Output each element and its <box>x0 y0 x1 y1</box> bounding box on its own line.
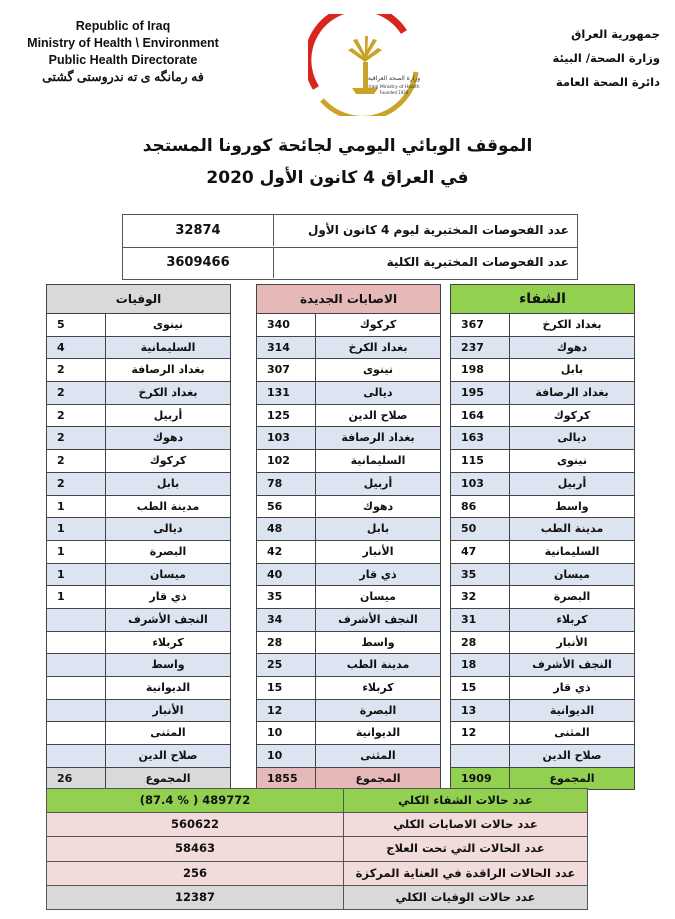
count-value: 2 <box>57 408 65 422</box>
province-name: ميسان <box>315 586 440 608</box>
table-row <box>451 450 634 473</box>
province-name: كركوك <box>315 314 440 336</box>
province-name: صلاح الدين <box>509 745 634 767</box>
province-name: النجف الأشرف <box>105 609 230 631</box>
table-row <box>451 586 634 609</box>
province-name: ديالى <box>105 518 230 540</box>
table-row <box>451 700 634 723</box>
table-row <box>257 632 440 655</box>
province-name: واسط <box>105 654 230 676</box>
table-row <box>257 359 440 382</box>
header-kurdish: فه رمانگه ی ته ندروستی گشتی <box>42 70 204 84</box>
count-value: 13 <box>461 703 477 717</box>
table-row <box>47 382 230 405</box>
header-country-ar: جمهورية العراق <box>571 27 660 41</box>
province-name: نينوى <box>105 314 230 336</box>
province-name: واسط <box>315 632 440 654</box>
recovered-table <box>450 284 635 790</box>
province-name: ذي قار <box>509 677 634 699</box>
count-value: 164 <box>461 408 484 422</box>
header-ministry: Ministry of Health \ Environment <box>27 36 219 50</box>
count-value: 12 <box>267 703 283 717</box>
province-name: بغداد الرصافة <box>105 359 230 381</box>
count-value: 1 <box>57 590 65 604</box>
province-name: بغداد الرصافة <box>509 382 634 404</box>
table-row <box>257 586 440 609</box>
daily-tests-value: 32874 <box>175 223 221 238</box>
count-value: 1 <box>57 567 65 581</box>
total-row <box>451 768 634 790</box>
table-row <box>47 496 230 519</box>
province-name: ذي قار <box>105 586 230 608</box>
summary-value: 12387 <box>174 889 215 904</box>
table-row <box>257 427 440 450</box>
province-name: بابل <box>509 359 634 381</box>
province-name: صلاح الدين <box>105 745 230 767</box>
table-row <box>47 654 230 677</box>
summary-label: عدد حالات الشفاء الكلي <box>343 789 587 812</box>
table-row <box>47 745 230 768</box>
count-value <box>451 745 509 767</box>
count-value: 198 <box>461 363 484 377</box>
summary-value: (87.4 % ) 489772 <box>139 793 251 807</box>
table-row <box>257 337 440 360</box>
count-value: 4 <box>57 340 65 354</box>
count-value: 56 <box>267 499 283 513</box>
province-name: بغداد الكرخ <box>105 382 230 404</box>
province-name: بابل <box>315 518 440 540</box>
table-row <box>47 586 230 609</box>
lab-tests-table <box>122 214 578 280</box>
total-row <box>47 768 230 790</box>
count-value: 2 <box>57 431 65 445</box>
table-row <box>257 745 440 768</box>
table-row <box>257 518 440 541</box>
count-value: 307 <box>267 363 290 377</box>
province-name: ميسان <box>105 564 230 586</box>
province-name: كربلاء <box>509 609 634 631</box>
count-value: 18 <box>461 658 477 672</box>
header-country: Republic of Iraq <box>75 19 171 33</box>
province-name: نينوى <box>509 450 634 472</box>
province-name: مدينة الطب <box>509 518 634 540</box>
count-value: 2 <box>57 386 65 400</box>
province-name: بابل <box>105 473 230 495</box>
table-row <box>257 677 440 700</box>
total-label: المجموع <box>105 768 230 790</box>
table-row <box>451 314 634 337</box>
ministry-logo <box>308 14 426 116</box>
province-name: كربلاء <box>105 632 230 654</box>
count-value <box>47 722 105 744</box>
table-row <box>257 700 440 723</box>
table-row <box>47 541 230 564</box>
province-name: الديوانية <box>509 700 634 722</box>
count-value: 102 <box>267 454 290 468</box>
count-value: 340 <box>267 318 290 331</box>
province-name: بغداد الكرخ <box>509 314 634 336</box>
count-value: 1 <box>57 544 65 558</box>
total-value: 26 <box>57 771 73 785</box>
table-row <box>451 564 634 587</box>
table-row <box>451 427 634 450</box>
table-row <box>257 314 440 337</box>
summary-value: 256 <box>182 865 207 880</box>
table-row <box>47 518 230 541</box>
count-value: 42 <box>267 544 283 558</box>
province-name: المثنى <box>315 745 440 767</box>
daily-tests-row <box>123 215 577 248</box>
table-row <box>451 518 634 541</box>
summary-label: عدد الحالات التي تحت العلاج <box>343 837 587 860</box>
count-value: 35 <box>267 590 283 604</box>
table-row <box>257 654 440 677</box>
count-value: 115 <box>461 454 484 468</box>
province-name: البصرة <box>509 586 634 608</box>
province-name: كركوك <box>509 405 634 427</box>
deaths-header: الوفيات <box>47 285 230 314</box>
province-name: الديوانية <box>315 722 440 744</box>
province-name: مدينة الطب <box>105 496 230 518</box>
count-value: 10 <box>267 726 283 740</box>
table-row <box>47 450 230 473</box>
header-directorate-ar: دائرة الصحة العامة <box>555 75 660 89</box>
count-value: 1 <box>57 499 65 513</box>
count-value: 195 <box>461 386 484 400</box>
count-value: 125 <box>267 408 290 422</box>
count-value: 48 <box>267 522 283 536</box>
count-value: 2 <box>57 476 65 490</box>
table-row <box>451 473 634 496</box>
page-title: الموقف الوبائي اليومي لجائحة كورونا المستجد <box>142 136 533 156</box>
header-arabic-block <box>520 22 660 94</box>
table-row <box>451 609 634 632</box>
province-name: الأنبار <box>509 632 634 654</box>
count-value: 32 <box>461 590 477 604</box>
table-row <box>257 450 440 473</box>
count-value: 103 <box>267 431 290 445</box>
table-row <box>47 314 230 337</box>
total-row <box>257 768 440 790</box>
count-value: 86 <box>461 499 477 513</box>
table-row <box>47 427 230 450</box>
header-english-block <box>18 18 228 86</box>
table-row <box>47 700 230 723</box>
count-value: 25 <box>267 658 283 672</box>
header-directorate: Public Health Directorate <box>48 53 198 67</box>
province-name: الأنبار <box>315 541 440 563</box>
summary-value: 58463 <box>174 841 215 856</box>
province-name: السليمانية <box>105 337 230 359</box>
new-cases-header: الاصابات الجديدة <box>257 285 440 314</box>
table-row <box>451 654 634 677</box>
province-name: النجف الأشرف <box>509 654 634 676</box>
count-value: 50 <box>461 522 477 536</box>
province-name: دهوك <box>315 496 440 518</box>
province-name: ميسان <box>509 564 634 586</box>
province-name: بغداد الكرخ <box>315 337 440 359</box>
table-row <box>451 359 634 382</box>
table-row <box>257 473 440 496</box>
province-name: دهوك <box>509 337 634 359</box>
province-name: صلاح الدين <box>315 405 440 427</box>
province-name: ديالى <box>509 427 634 449</box>
summary-row <box>47 813 587 837</box>
header-ministry-ar: وزارة الصحة/ البيئة <box>552 51 660 65</box>
table-row <box>257 405 440 428</box>
svg-text:Iraqi Ministry of Health: Iraqi Ministry of Health <box>368 85 420 90</box>
province-name: أربيل <box>315 473 440 495</box>
province-name: ديالى <box>315 382 440 404</box>
table-row <box>257 382 440 405</box>
province-name: أربيل <box>105 405 230 427</box>
total-value: 1909 <box>461 771 492 785</box>
count-value: 15 <box>267 681 283 694</box>
count-value: 40 <box>267 567 283 581</box>
province-name: دهوك <box>105 427 230 449</box>
table-row <box>451 496 634 519</box>
count-value: 28 <box>461 635 477 649</box>
count-value: 5 <box>57 318 65 331</box>
province-name: أربيل <box>509 473 634 495</box>
province-name: نينوى <box>315 359 440 381</box>
daily-tests-label: عدد الفحوصات المختبرية ليوم 4 كانون الأول <box>273 215 577 246</box>
count-value <box>47 700 105 722</box>
count-value: 2 <box>57 363 65 377</box>
total-label: المجموع <box>315 768 440 790</box>
province-name: مدينة الطب <box>315 654 440 676</box>
page-subtitle: في العراق 4 كانون الأول 2020 <box>206 168 469 188</box>
count-value: 10 <box>267 749 283 763</box>
count-value: 15 <box>461 681 477 694</box>
total-label: المجموع <box>509 768 634 790</box>
recovered-header: الشفاء <box>451 285 634 314</box>
count-value: 1 <box>57 522 65 536</box>
table-row <box>451 382 634 405</box>
count-value: 34 <box>267 612 283 626</box>
total-tests-row <box>123 247 577 279</box>
province-name: واسط <box>509 496 634 518</box>
count-value: 35 <box>461 567 477 581</box>
table-row <box>47 405 230 428</box>
province-name: المثنى <box>105 722 230 744</box>
count-value: 31 <box>461 612 477 626</box>
table-row <box>47 337 230 360</box>
province-name: النجف الأشرف <box>315 609 440 631</box>
province-name: كركوك <box>105 450 230 472</box>
table-row <box>257 609 440 632</box>
table-row <box>451 677 634 700</box>
count-value <box>47 677 105 699</box>
table-row <box>451 405 634 428</box>
count-value: 314 <box>267 340 290 354</box>
total-tests-value: 3609466 <box>166 255 230 270</box>
table-row <box>451 632 634 655</box>
province-name: كربلاء <box>315 677 440 699</box>
count-value: 103 <box>461 476 484 490</box>
summary-row <box>47 886 587 909</box>
total-value: 1855 <box>267 771 298 785</box>
count-value <box>47 654 105 676</box>
table-row <box>257 541 440 564</box>
province-name: ذي قار <box>315 564 440 586</box>
summary-row <box>47 837 587 861</box>
svg-text:Founded 1920: Founded 1920 <box>379 90 409 95</box>
table-row <box>257 496 440 519</box>
svg-text:وزارة الصحة العراقية: وزارة الصحة العراقية <box>367 75 421 82</box>
table-row <box>47 632 230 655</box>
province-name: الديوانية <box>105 677 230 699</box>
count-value: 367 <box>461 318 484 331</box>
table-row <box>47 722 230 745</box>
table-row <box>451 337 634 360</box>
count-value: 131 <box>267 386 290 400</box>
province-name: بغداد الرصافة <box>315 427 440 449</box>
count-value <box>47 609 105 631</box>
count-value <box>47 745 105 767</box>
table-row <box>47 677 230 700</box>
province-name: البصرة <box>315 700 440 722</box>
province-name: المثنى <box>509 722 634 744</box>
count-value <box>47 632 105 654</box>
table-row <box>47 564 230 587</box>
count-value: 2 <box>57 454 65 468</box>
count-value: 237 <box>461 340 484 354</box>
count-value: 47 <box>461 544 477 558</box>
summary-value: 560622 <box>170 817 219 832</box>
summary-label: عدد الحالات الراقدة في العناية المركزة <box>343 862 587 885</box>
count-value: 163 <box>461 431 484 445</box>
new-cases-table <box>256 284 441 790</box>
summary-row <box>47 789 587 813</box>
table-row <box>47 609 230 632</box>
summary-row <box>47 862 587 886</box>
table-row <box>47 359 230 382</box>
table-row <box>257 722 440 745</box>
count-value: 12 <box>461 726 477 740</box>
summary-label: عدد حالات الوفيات الكلي <box>343 886 587 909</box>
province-name: البصرة <box>105 541 230 563</box>
table-row <box>451 541 634 564</box>
province-name: الأنبار <box>105 700 230 722</box>
deaths-table <box>46 284 231 790</box>
province-name: السليمانية <box>315 450 440 472</box>
summary-label: عدد حالات الاصابات الكلي <box>343 813 587 836</box>
table-row <box>451 722 634 745</box>
count-value: 78 <box>267 476 283 490</box>
table-row <box>451 745 634 768</box>
province-name: السليمانية <box>509 541 634 563</box>
table-row <box>257 564 440 587</box>
count-value: 28 <box>267 635 283 649</box>
table-row <box>47 473 230 496</box>
total-tests-label: عدد الفحوصات المختبرية الكلية <box>273 247 577 278</box>
summary-table <box>46 788 588 910</box>
